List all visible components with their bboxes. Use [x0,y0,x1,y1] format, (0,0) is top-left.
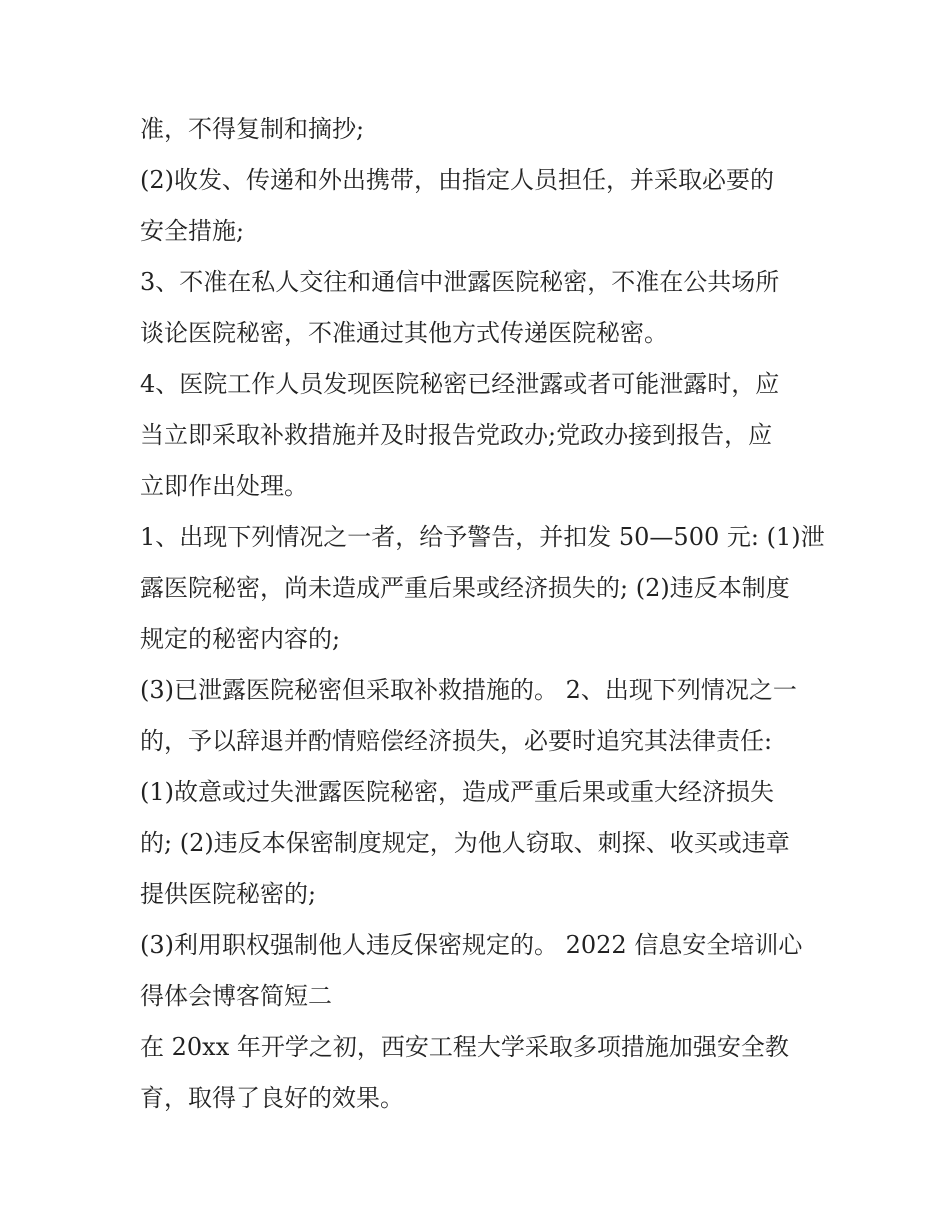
text-line: 1、出现下列情况之一者，给予警告，并扣发 50—500 元: (1)泄 [140,523,825,551]
text-line: 谈论医院秘密，不准通过其他方式传递医院秘密。 [140,319,668,347]
text-line: (2)收发、传递和外出携带，由指定人员担任，并采取必要的 [140,166,774,194]
text-line: 3、不准在私人交往和通信中泄露医院秘密，不准在公共场所 [140,268,780,296]
text-line: 育，取得了良好的效果。 [140,1084,404,1112]
document-body [140,104,825,1124]
text-line: 安全措施; [140,217,245,245]
text-line: (1)故意或过失泄露医院秘密，造成严重后果或重大经济损失 [140,778,774,806]
text-line: 得体会博客简短二 [140,982,332,1010]
text-line: 规定的秘密内容的; [140,625,341,653]
text-line: 的; (2)违反本保密制度规定，为他人窃取、刺探、收买或违章 [140,829,790,857]
text-line: 的，予以辞退并酌情赔偿经济损失，必要时追究其法律责任: [140,727,773,755]
text-line: 提供医院秘密的; [140,880,317,908]
text-line: (3)利用职权强制他人违反保密规定的。 2022 信息安全培训心 [140,931,803,959]
text-line: 当立即采取补救措施并及时报告党政办;党政办接到报告，应 [140,421,773,449]
text-line: 立即作出处理。 [140,472,308,500]
text-line: 在 20xx 年开学之初，西安工程大学采取多项措施加强安全教 [140,1033,789,1061]
text-line: (3)已泄露医院秘密但采取补救措施的。 2、出现下列情况之一 [140,676,797,704]
text-line: 4、医院工作人员发现医院秘密已经泄露或者可能泄露时，应 [140,370,780,398]
text-line: 露医院秘密，尚未造成严重后果或经济损失的; (2)违反本制度 [140,574,790,602]
text-line: 准，不得复制和摘抄; [140,115,365,143]
